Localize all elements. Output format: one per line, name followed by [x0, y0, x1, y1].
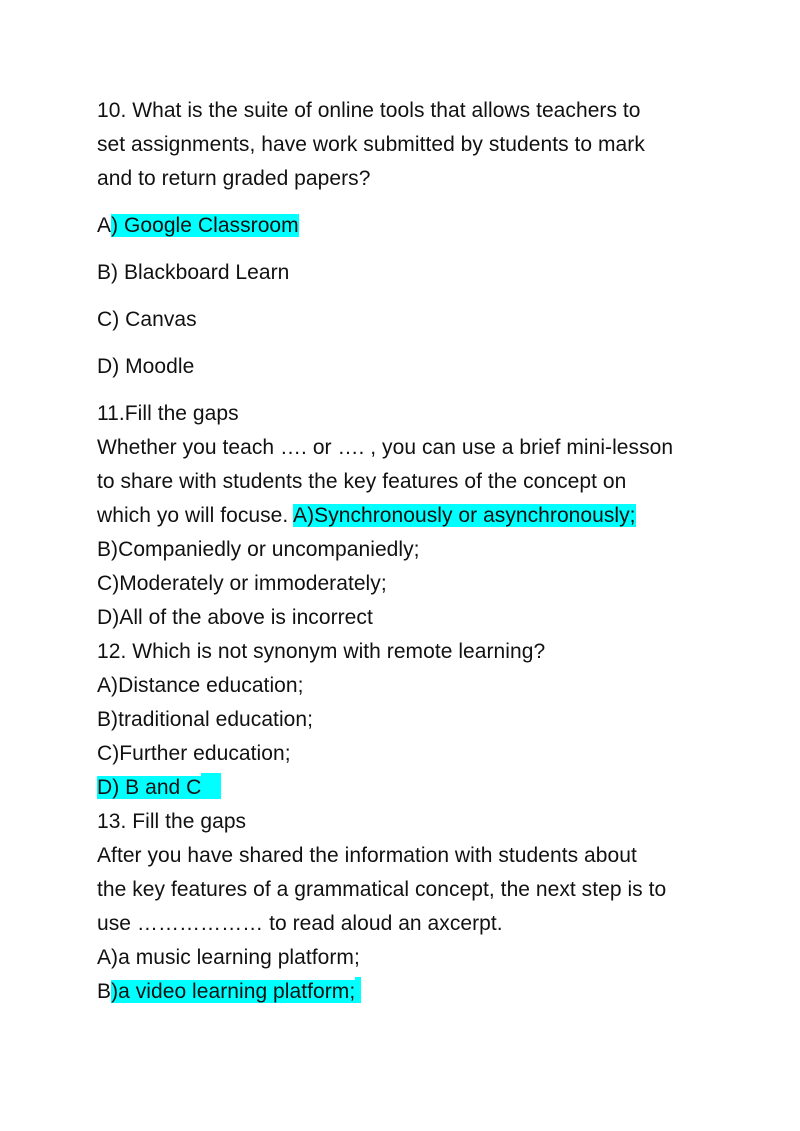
question-10-line-1: 10. What is the suite of online tools that allows teachers to: [97, 99, 641, 122]
question-10-line-3: and to return graded papers?: [97, 167, 371, 190]
q13-option-b: [97, 975, 737, 1009]
highlight-padding: [201, 773, 221, 799]
q10-option-b: B) Blackboard Learn: [97, 261, 290, 284]
question-13-line-2: the key features of a grammatical concept, the next step is to: [97, 878, 667, 901]
question-10: [97, 94, 737, 196]
q10-option-d: D) Moodle: [97, 355, 195, 378]
question-12: [97, 635, 737, 805]
q10-option-a: [97, 209, 737, 243]
q11-answer-a-highlighted: A)Synchronously or asynchronously;: [293, 504, 636, 527]
question-11-title: 11.Fill the gaps: [97, 402, 239, 425]
q12-option-c: C)Further education;: [97, 742, 291, 765]
question-13: [97, 805, 737, 1009]
q12-option-a: A)Distance education;: [97, 674, 304, 697]
q12-option-d: [97, 771, 737, 805]
q10-option-a-prefix: A: [97, 214, 112, 237]
question-13-line-1: After you have shared the information with students about: [97, 844, 637, 867]
question-11-line-1: Whether you teach …. or …. , you can use a brief mini-lesson: [97, 436, 674, 459]
q11-option-b: B)Companiedly or uncompaniedly;: [97, 538, 420, 561]
question-10-line-2: set assignments, have work submitted by students to mark: [97, 133, 645, 156]
q11-option-d: D)All of the above is incorrect: [97, 606, 373, 629]
document-page: [97, 94, 737, 1009]
q13-option-b-prefix: B: [97, 980, 112, 1003]
question-11-line-2: to share with students the key features of the concept on: [97, 470, 627, 493]
question-11-line-3-text: which yo will focuse.: [97, 504, 294, 527]
highlight-padding: [355, 977, 361, 1003]
q12-answer-highlighted: D) B and C: [97, 776, 202, 799]
question-11-line-3: [97, 499, 737, 533]
q13-option-a: A)a music learning platform;: [97, 946, 360, 969]
q13-option-b-highlighted: )a video learning platform;: [111, 980, 356, 1003]
q12-option-b: B)traditional education;: [97, 708, 313, 731]
q10-option-c: C) Canvas: [97, 308, 197, 331]
q11-option-c: C)Moderately or immoderately;: [97, 572, 387, 595]
question-12-text: 12. Which is not synonym with remote learning?: [97, 640, 546, 663]
question-11: [97, 397, 737, 635]
question-13-title: 13. Fill the gaps: [97, 810, 247, 833]
q10-option-a-highlighted: ) Google Classroom: [111, 214, 299, 237]
question-13-line-3: use ……………… to read aloud an axcerpt.: [97, 912, 503, 935]
